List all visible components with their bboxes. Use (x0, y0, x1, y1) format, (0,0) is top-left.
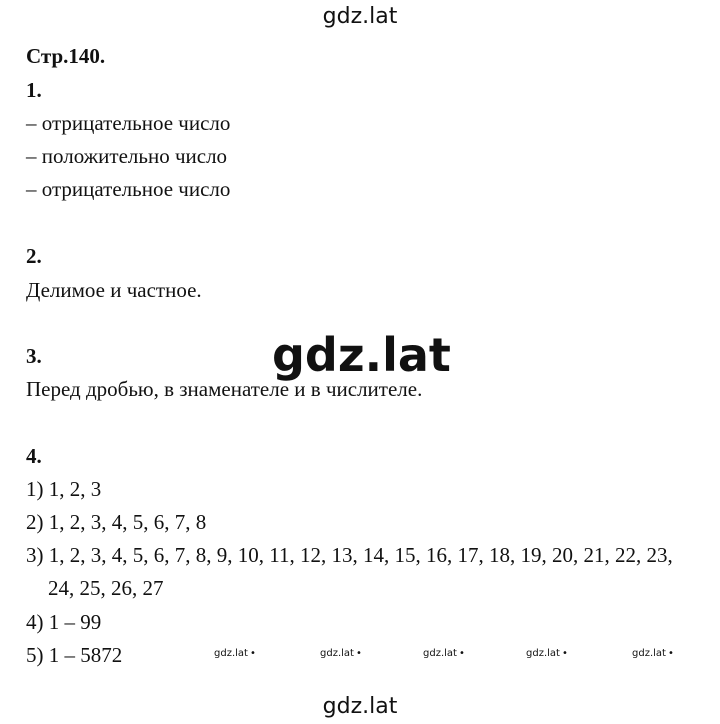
q2-number: 2. (26, 244, 42, 268)
q4-item-3-continued: 24, 25, 26, 27 (48, 576, 164, 600)
watermark-small-1: gdz.lat • (214, 648, 256, 659)
q4-number: 4. (26, 444, 42, 468)
q1-line-2: – положительно число (26, 144, 228, 168)
q1-line-1: – отрицательное число (26, 111, 231, 135)
q3-text: Перед дробью, в знаменателе и в числителе. (26, 377, 423, 401)
watermark-top: gdz.lat (322, 4, 398, 29)
q4-item-1: 1) 1, 2, 3 (26, 477, 102, 501)
watermark-small-3: gdz.lat • (423, 648, 465, 659)
q4-item-4: 4) 1 – 99 (26, 610, 102, 634)
q1-number: 1. (26, 78, 42, 102)
watermark-center: gdz.lat (272, 328, 451, 382)
watermark-bottom: gdz.lat (322, 694, 398, 719)
watermark-small-4: gdz.lat • (526, 648, 568, 659)
q4-item-3: 3) 1, 2, 3, 4, 5, 6, 7, 8, 9, 10, 11, 12, 13, 14, 15, 16, 17, 18, 19, 20, 21, 22, 23, (26, 543, 673, 567)
watermark-small-5: gdz.lat • (632, 648, 674, 659)
q4-item-2: 2) 1, 2, 3, 4, 5, 6, 7, 8 (26, 510, 207, 534)
q1-line-3: – отрицательное число (26, 177, 231, 201)
q3-number: 3. (26, 344, 42, 368)
q4-item-5: 5) 1 – 5872 (26, 643, 123, 667)
page-title: Стр.140. (26, 44, 106, 68)
q2-text: Делимое и частное. (26, 278, 202, 302)
watermark-small-2: gdz.lat • (320, 648, 362, 659)
